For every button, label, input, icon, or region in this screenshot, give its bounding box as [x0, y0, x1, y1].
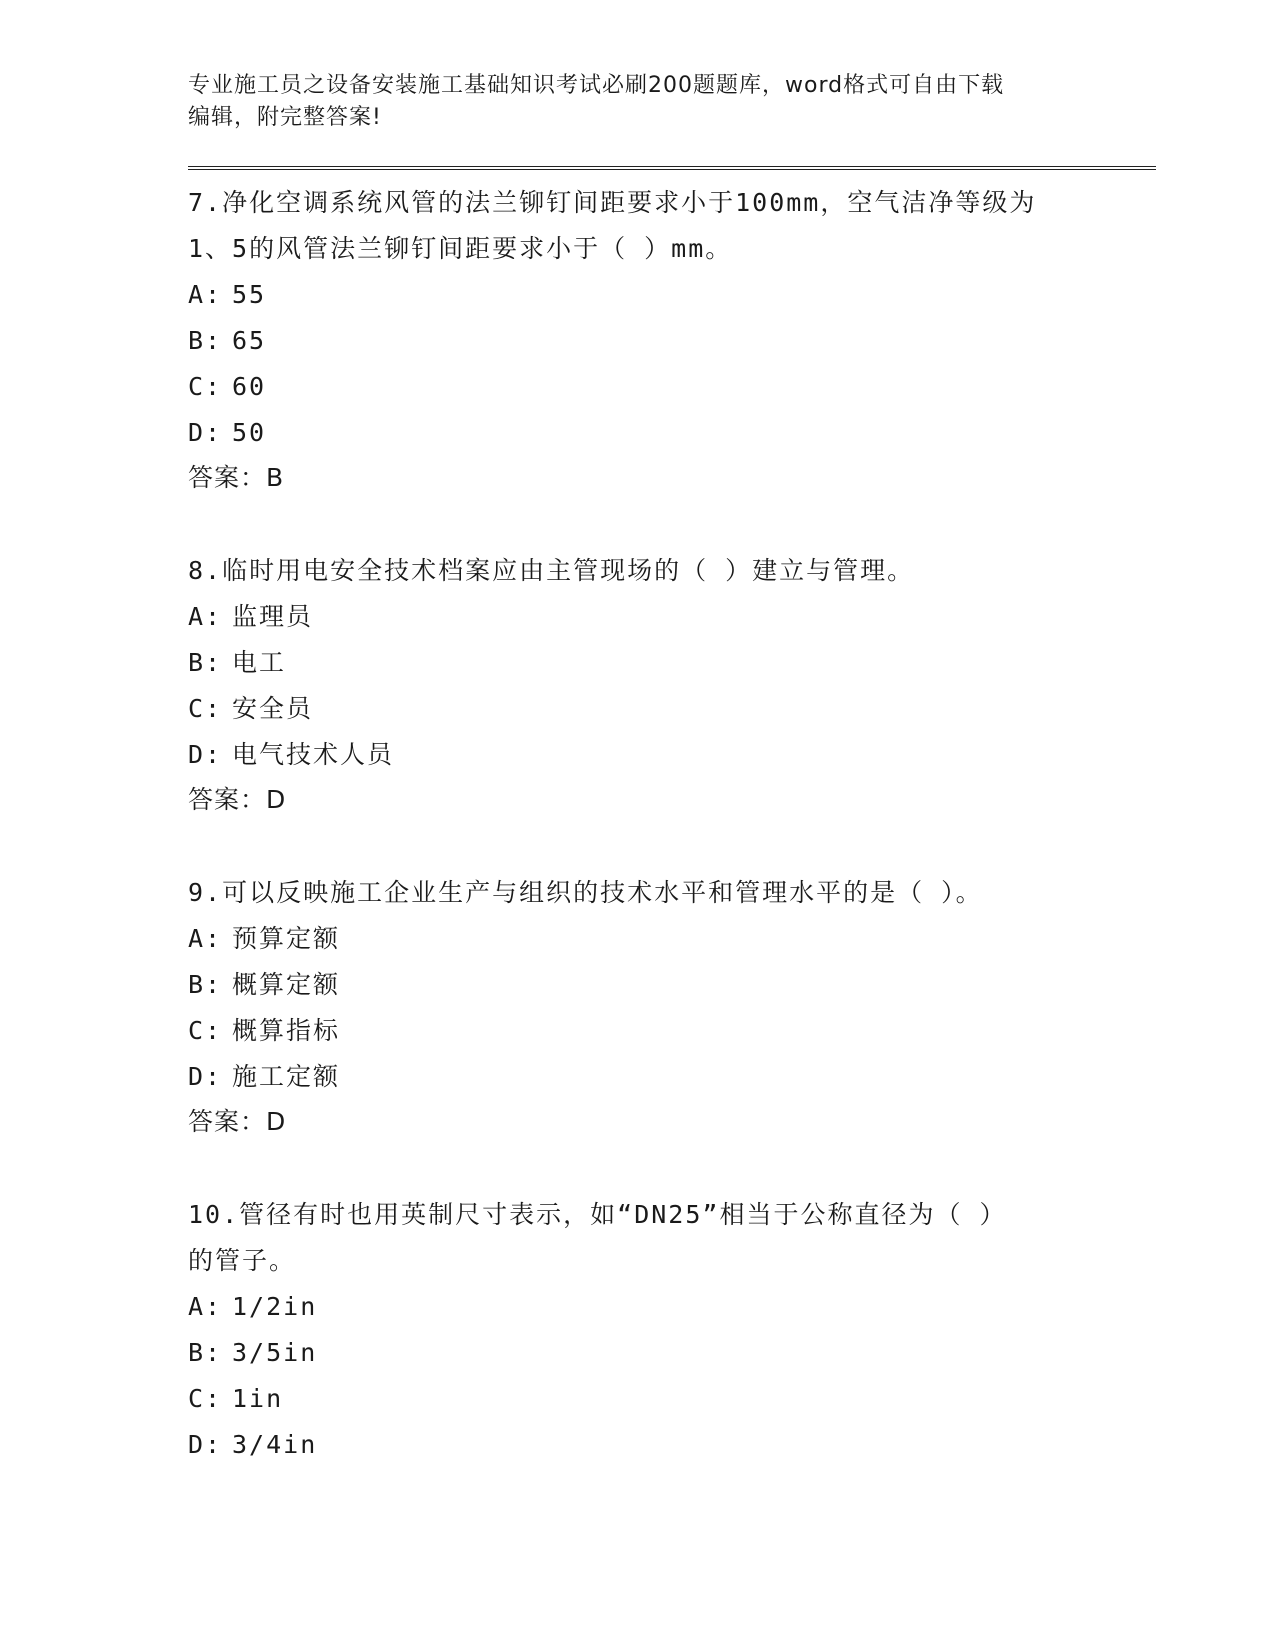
option-text: 65: [232, 326, 267, 355]
option-text: 电气技术人员: [232, 740, 395, 769]
option-a: [188, 916, 1156, 962]
option-a: [188, 594, 1156, 640]
option-letter: A:: [188, 280, 223, 309]
question-8: [188, 548, 1156, 822]
option-letter: C:: [188, 1016, 223, 1045]
option-text: 50: [232, 418, 267, 447]
option-letter: A:: [188, 1292, 223, 1321]
option-b: [188, 962, 1156, 1008]
question-10: [188, 1192, 1156, 1468]
option-text: 55: [232, 280, 267, 309]
answer-line: 答案：B: [188, 463, 285, 492]
option-a: [188, 1284, 1156, 1330]
option-letter: D:: [188, 1430, 223, 1459]
question-7: [188, 180, 1156, 500]
option-text: 电工: [232, 648, 287, 677]
option-letter: C:: [188, 694, 223, 723]
option-text: 3/5in: [232, 1338, 318, 1367]
option-text: 1in: [232, 1384, 284, 1413]
option-text: 预算定额: [232, 924, 341, 953]
option-text: 概算定额: [232, 970, 341, 999]
option-letter: D:: [188, 740, 223, 769]
option-c: [188, 1376, 1156, 1422]
document-header: [188, 70, 1068, 134]
option-a: [188, 272, 1156, 318]
option-text: 监理员: [232, 602, 314, 631]
option-c: [188, 686, 1156, 732]
option-text: 60: [232, 372, 267, 401]
option-letter: D:: [188, 418, 223, 447]
option-b: [188, 1330, 1156, 1376]
option-b: [188, 318, 1156, 364]
answer-line: 答案：D: [188, 1107, 287, 1136]
option-letter: B:: [188, 326, 223, 355]
option-text: 3/4in: [232, 1430, 318, 1459]
option-letter: C:: [188, 372, 223, 401]
header-line-2: 编辑，附完整答案!: [188, 105, 382, 130]
question-stem: 8.临时用电安全技术档案应由主管现场的（ ）建立与管理。: [188, 556, 915, 585]
option-letter: D:: [188, 1062, 223, 1091]
option-letter: B:: [188, 970, 223, 999]
option-text: 1/2in: [232, 1292, 318, 1321]
option-letter: A:: [188, 924, 223, 953]
answer-line: 答案：D: [188, 785, 287, 814]
option-d: [188, 1422, 1156, 1468]
option-b: [188, 640, 1156, 686]
option-letter: B:: [188, 1338, 223, 1367]
option-text: 施工定额: [232, 1062, 341, 1091]
option-d: [188, 1054, 1156, 1100]
option-c: [188, 1008, 1156, 1054]
option-letter: C:: [188, 1384, 223, 1413]
option-letter: A:: [188, 602, 223, 631]
question-stem: 9.可以反映施工企业生产与组织的技术水平和管理水平的是（ ）。: [188, 878, 983, 907]
question-stem: 7.净化空调系统风管的法兰铆钉间距要求小于100mm，空气洁净等级为: [188, 188, 1037, 217]
option-letter: B:: [188, 648, 223, 677]
option-d: [188, 410, 1156, 456]
option-text: 安全员: [232, 694, 314, 723]
option-c: [188, 364, 1156, 410]
question-stem-continued: 的管子。: [188, 1246, 297, 1275]
header-divider: [188, 166, 1156, 170]
document-page: [188, 70, 1156, 1516]
header-line-1: 专业施工员之设备安装施工基础知识考试必刷200题题库，word格式可自由下载: [188, 73, 1005, 98]
question-stem-continued: 1、5的风管法兰铆钉间距要求小于（ ）mm。: [188, 234, 733, 263]
question-stem: 10.管径有时也用英制尺寸表示，如“DN25”相当于公称直径为（ ）: [188, 1200, 1007, 1229]
question-9: [188, 870, 1156, 1144]
question-list: [188, 180, 1156, 1468]
option-d: [188, 732, 1156, 778]
option-text: 概算指标: [232, 1016, 341, 1045]
